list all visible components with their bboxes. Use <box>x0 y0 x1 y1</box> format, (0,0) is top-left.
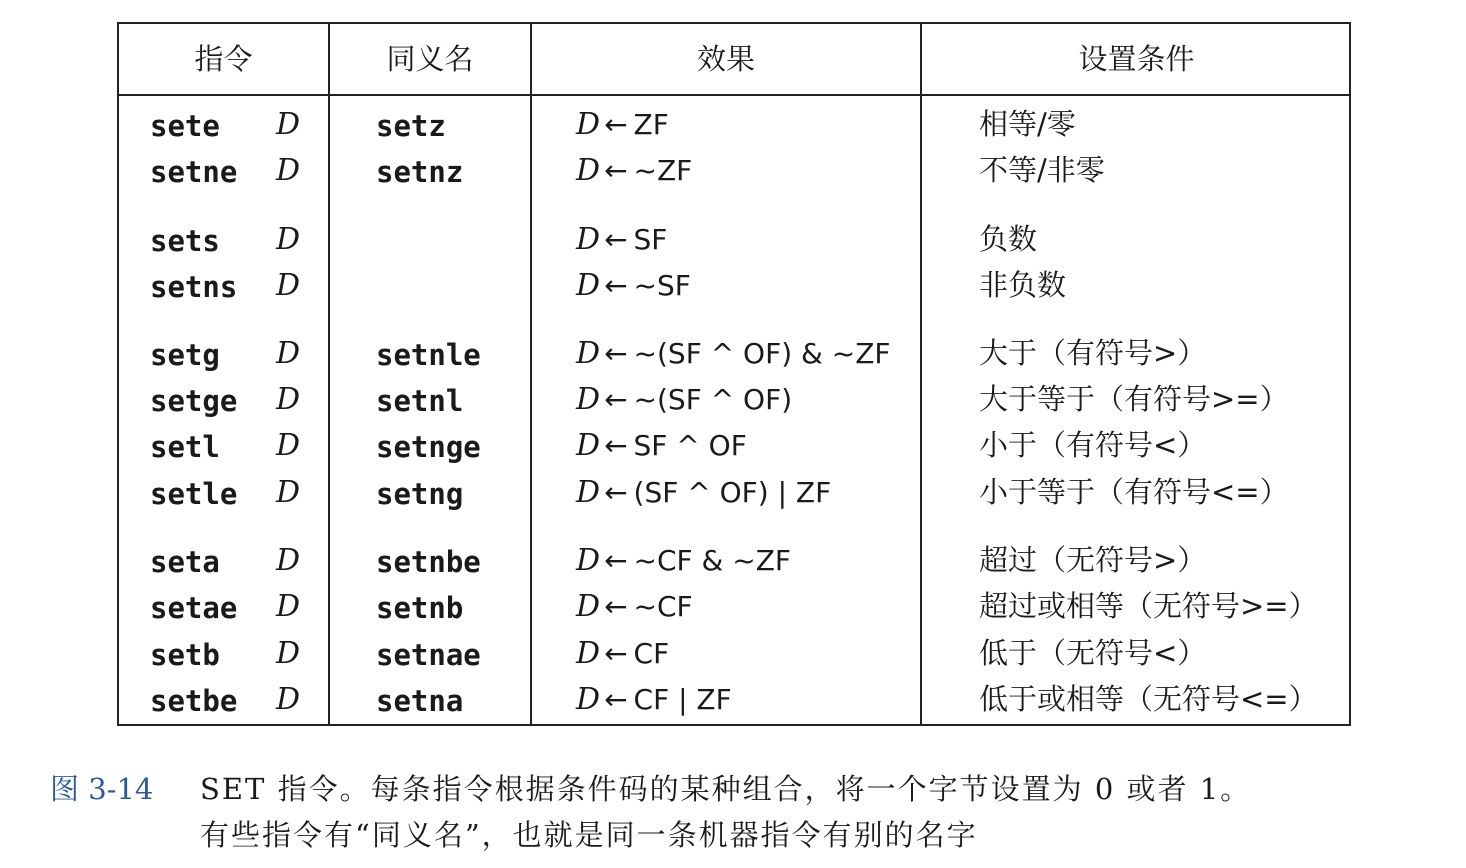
effect-cell <box>576 543 792 578</box>
condition-cell: 负数 <box>979 222 1038 256</box>
column-divider <box>920 24 922 724</box>
set-instructions-table <box>117 22 1351 726</box>
condition-cell: 低于或相等（无符号<=） <box>979 682 1318 716</box>
instruction-cell: setl <box>150 430 220 464</box>
operand-cell: D <box>276 268 301 303</box>
left-arrow-icon: ← <box>604 683 628 716</box>
instruction-cell: setb <box>150 638 220 672</box>
operand-cell: D <box>276 636 301 671</box>
effect-expression: ~(SF ^ OF) & ~ZF <box>633 337 891 370</box>
left-arrow-icon: ← <box>604 337 628 370</box>
effect-expression: ~(SF ^ OF) <box>633 383 793 416</box>
operand-cell: D <box>276 153 301 188</box>
effect-expression: ~SF <box>633 269 691 302</box>
condition-cell: 低于（无符号<） <box>979 636 1207 670</box>
condition-cell: 大于（有符号>） <box>979 336 1207 370</box>
synonym-cell: setnle <box>376 338 481 372</box>
effect-cell <box>576 336 891 371</box>
effect-cell <box>576 382 793 417</box>
effect-expression: CF | ZF <box>633 683 732 716</box>
condition-cell: 不等/非零 <box>979 153 1105 187</box>
effect-destination: D <box>576 107 601 142</box>
condition-cell: 小于等于（有符号<=） <box>979 475 1289 509</box>
left-arrow-icon: ← <box>604 108 628 141</box>
left-arrow-icon: ← <box>604 269 628 302</box>
effect-expression: SF ^ OF <box>633 429 747 462</box>
effect-destination: D <box>576 268 601 303</box>
left-arrow-icon: ← <box>604 383 628 416</box>
header-synonym: 同义名 <box>386 42 474 76</box>
instruction-cell: sete <box>150 109 220 143</box>
operand-cell: D <box>276 543 301 578</box>
effect-cell <box>576 222 668 257</box>
synonym-cell: setnz <box>376 155 464 189</box>
synonym-cell: setnge <box>376 430 481 464</box>
effect-expression: ~CF <box>633 590 693 623</box>
synonym-cell: setng <box>376 477 464 511</box>
instruction-cell: setae <box>150 591 238 625</box>
left-arrow-icon: ← <box>604 223 628 256</box>
condition-cell: 大于等于（有符号>=） <box>979 382 1289 416</box>
effect-destination: D <box>576 382 601 417</box>
effect-cell <box>576 268 691 303</box>
effect-destination: D <box>576 636 601 671</box>
left-arrow-icon: ← <box>604 544 628 577</box>
left-arrow-icon: ← <box>604 637 628 670</box>
effect-expression: CF <box>633 637 670 670</box>
instruction-cell: seta <box>150 545 220 579</box>
effect-cell <box>576 153 693 188</box>
operand-cell: D <box>276 107 301 142</box>
synonym-cell: setnbe <box>376 545 481 579</box>
effect-destination: D <box>576 682 601 717</box>
synonym-cell: setnae <box>376 638 481 672</box>
effect-destination: D <box>576 336 601 371</box>
instruction-cell: setle <box>150 477 238 511</box>
operand-cell: D <box>276 222 301 257</box>
effect-cell <box>576 107 669 142</box>
effect-expression: ~CF & ~ZF <box>633 544 792 577</box>
header-divider <box>119 94 1349 96</box>
effect-cell <box>576 682 732 717</box>
figure-label: 图 3-14 <box>50 772 154 806</box>
synonym-cell: setnl <box>376 384 464 418</box>
effect-expression: (SF ^ OF) | ZF <box>633 476 832 509</box>
header-condition: 设置条件 <box>1078 42 1195 76</box>
synonym-cell: setna <box>376 684 464 718</box>
instruction-cell: setg <box>150 338 220 372</box>
header-instruction: 指令 <box>194 42 253 76</box>
effect-destination: D <box>576 428 601 463</box>
condition-cell: 小于（有符号<） <box>979 428 1207 462</box>
effect-destination: D <box>576 589 601 624</box>
column-divider <box>530 24 532 724</box>
caption-line-1: SET 指令。每条指令根据条件码的某种组合，将一个字节设置为 0 或者 1。 <box>200 772 1252 806</box>
instruction-cell: setns <box>150 270 238 304</box>
effect-destination: D <box>576 222 601 257</box>
left-arrow-icon: ← <box>604 429 628 462</box>
condition-cell: 超过或相等（无符号>=） <box>979 589 1318 623</box>
effect-expression: ~ZF <box>633 154 693 187</box>
operand-cell: D <box>276 589 301 624</box>
synonym-cell: setz <box>376 109 446 143</box>
effect-cell <box>576 589 693 624</box>
column-divider <box>328 24 330 724</box>
effect-cell <box>576 475 832 510</box>
caption-line-2: 有些指令有“同义名”，也就是同一条机器指令有别的名字 <box>200 818 978 852</box>
instruction-cell: sets <box>150 224 220 258</box>
condition-cell: 非负数 <box>979 268 1067 302</box>
operand-cell: D <box>276 475 301 510</box>
operand-cell: D <box>276 682 301 717</box>
effect-cell <box>576 636 670 671</box>
operand-cell: D <box>276 336 301 371</box>
effect-destination: D <box>576 543 601 578</box>
instruction-cell: setbe <box>150 684 238 718</box>
operand-cell: D <box>276 382 301 417</box>
effect-expression: ZF <box>633 108 669 141</box>
effect-expression: SF <box>633 223 668 256</box>
left-arrow-icon: ← <box>604 590 628 623</box>
operand-cell: D <box>276 428 301 463</box>
left-arrow-icon: ← <box>604 154 628 187</box>
effect-destination: D <box>576 153 601 188</box>
instruction-cell: setge <box>150 384 238 418</box>
instruction-cell: setne <box>150 155 238 189</box>
effect-cell <box>576 428 747 463</box>
condition-cell: 相等/零 <box>979 107 1076 141</box>
effect-destination: D <box>576 475 601 510</box>
synonym-cell: setnb <box>376 591 464 625</box>
condition-cell: 超过（无符号>） <box>979 543 1207 577</box>
left-arrow-icon: ← <box>604 476 628 509</box>
header-effect: 效果 <box>696 42 755 76</box>
